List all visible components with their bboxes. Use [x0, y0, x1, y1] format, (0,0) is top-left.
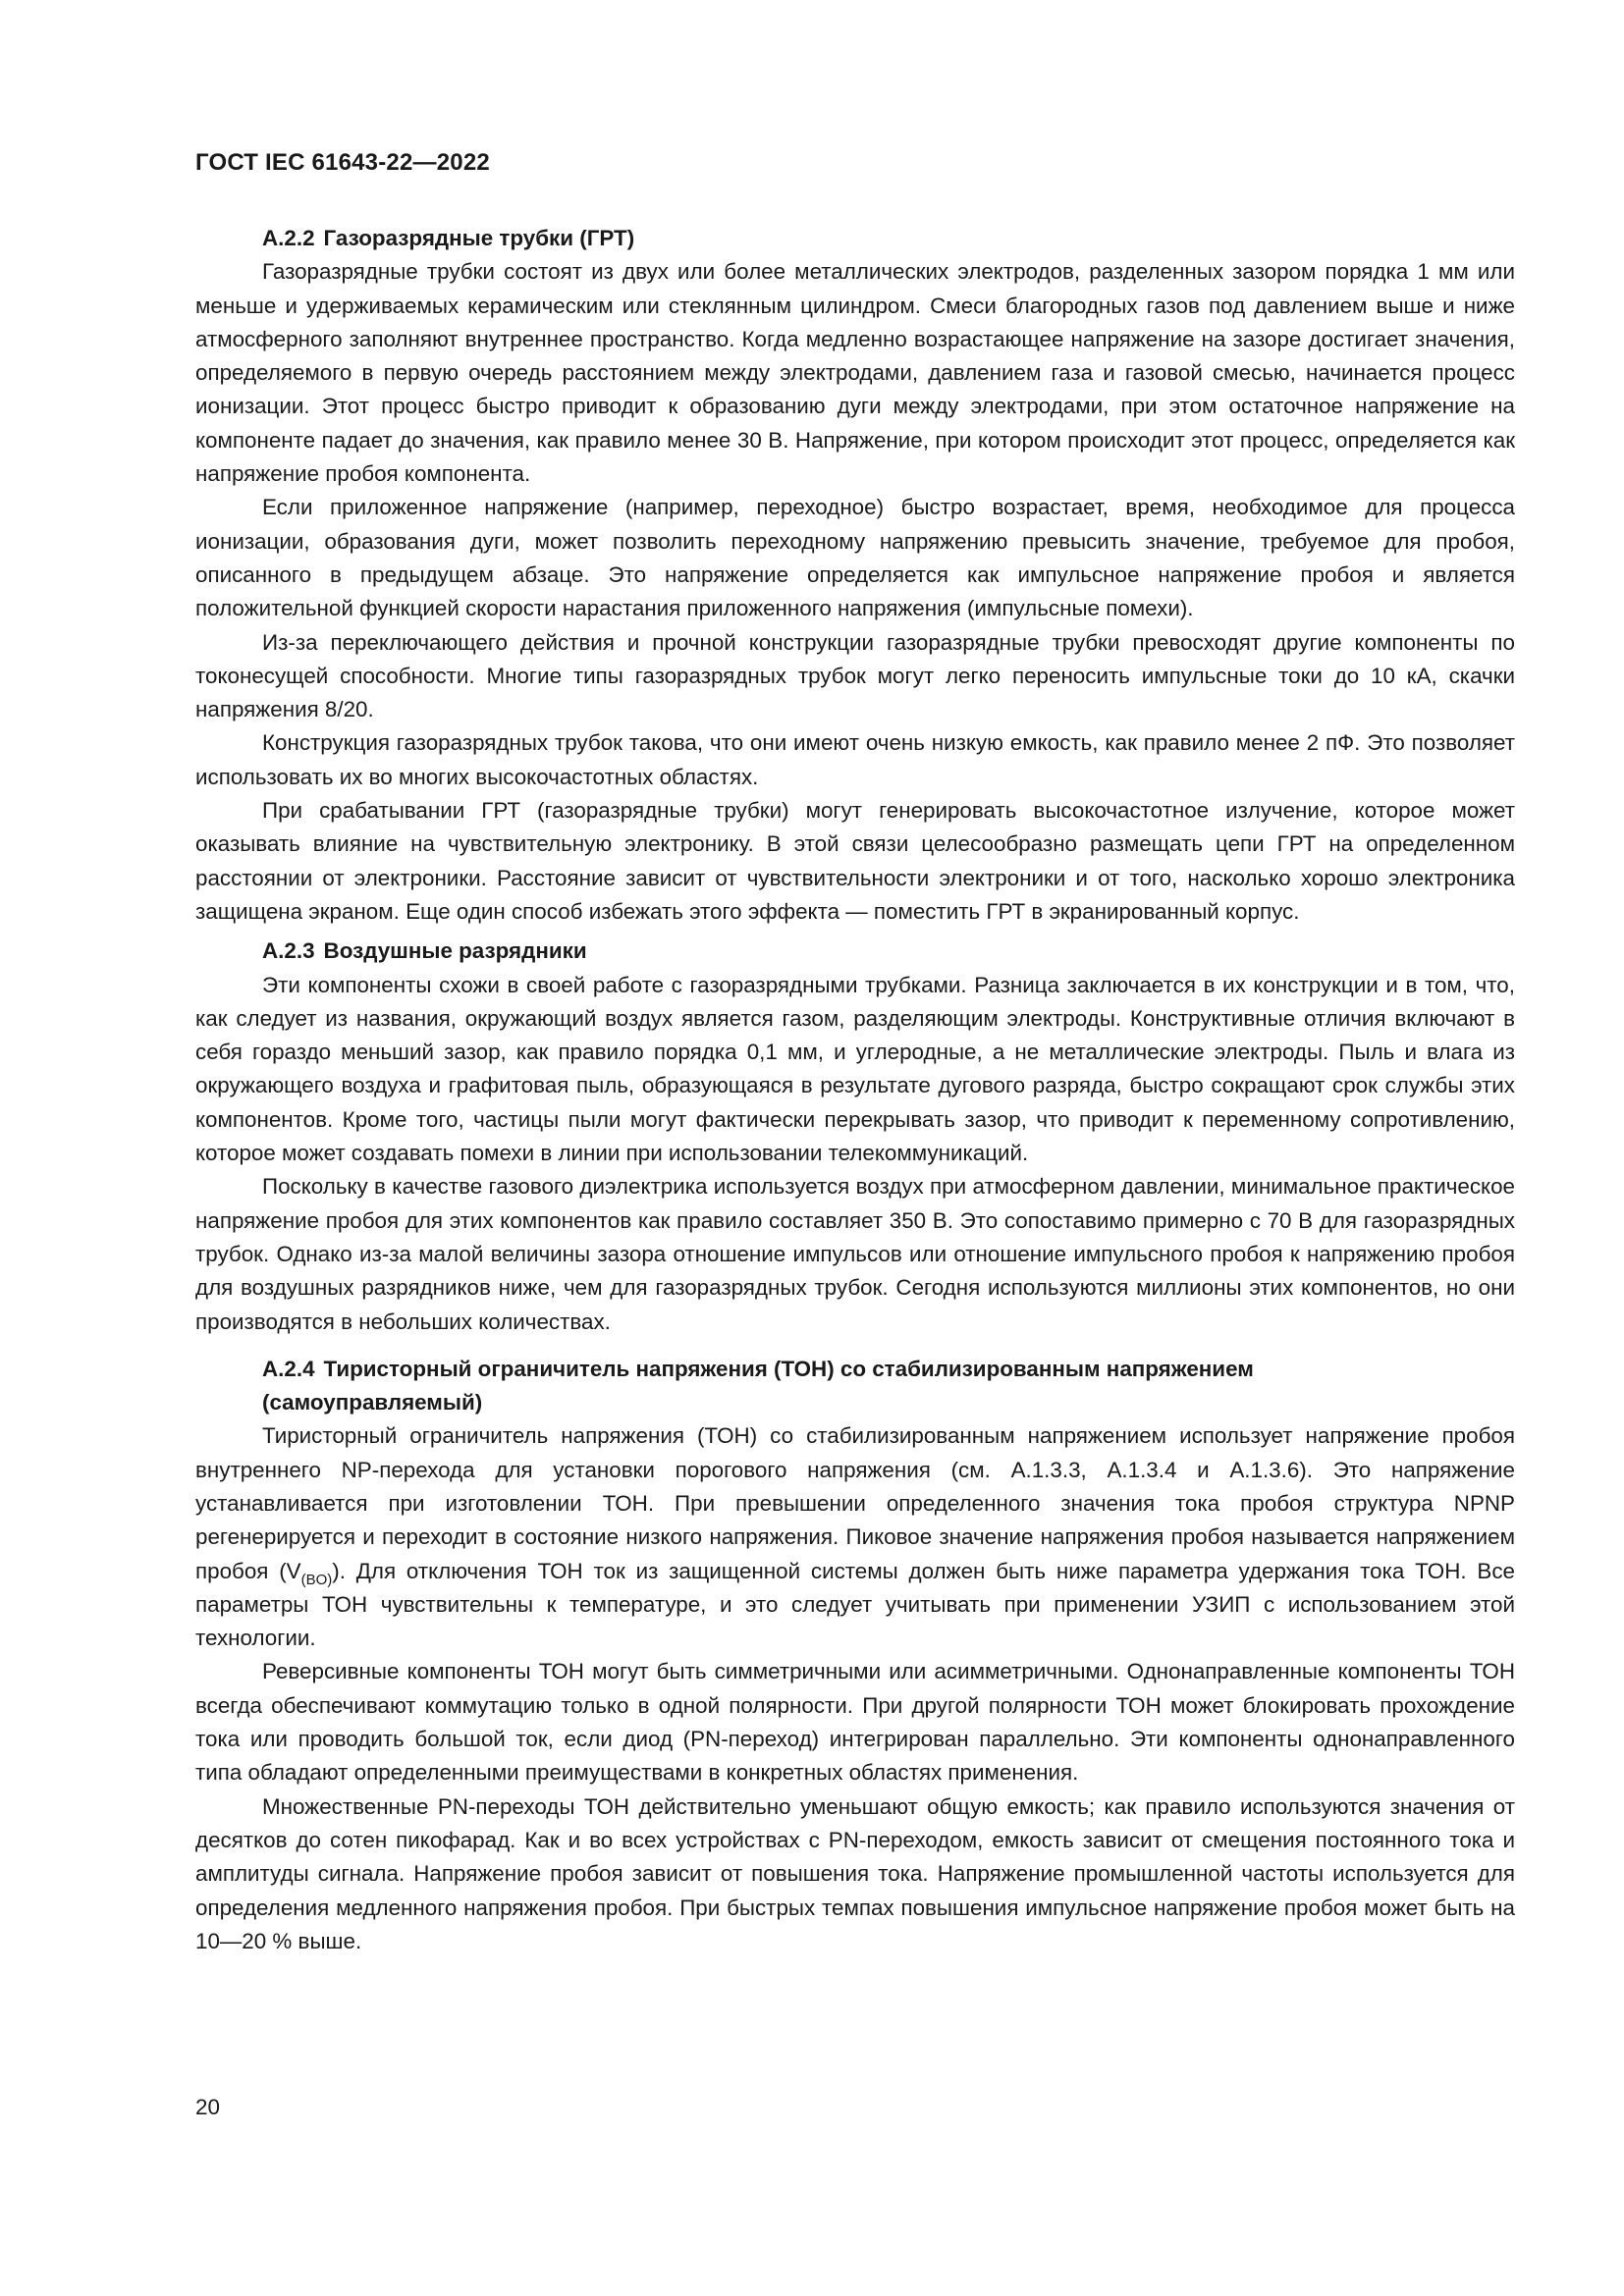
paragraph-text: Тиристорный ограничитель напряжения (ТОН) со стабилизированным напряжением использует напряжение пробоя внутреннего NP-перехода для установки порогового напряжения (см. А.1.3.3, А.1.3.4 и А.1.3.6). Это напряжение устанавливается при изготовлении ТОН. При превышении определенного значения тока пробоя структура NPNP регенерируется и переходит в состояние низкого напряжения. Пиковое значение напряжения пробоя называется напряжением пробоя (V	[195, 1423, 1515, 1583]
section-title: Газоразрядные трубки (ГРТ)	[323, 226, 635, 250]
paragraph: При срабатывании ГРТ (газоразрядные трубки) могут генерировать высокочастотное излучение, которое может оказывать влияние на чувствительную электронику. В этой связи целесообразно размещать цепи ГРТ на определенном расстоянии от электроники. Расстояние зависит от чувствительности электроники и от того, насколько хорошо электроника защищена экраном. Еще один способ избежать этого эффекта — поместить ГРТ в экранированный корпус.	[195, 798, 1515, 924]
section-title-line1: Тиристорный ограничитель напряжения (ТОН) со стабилизированным напряжением	[323, 1356, 1254, 1381]
document-body	[195, 222, 1515, 1958]
section-heading-a23	[195, 934, 1515, 968]
page-number: 20	[195, 2095, 220, 2119]
paragraph: Из-за переключающего действия и прочной конструкции газоразрядные трубки превосходят другие компоненты по токонесущей способности. Многие типы газоразрядных трубок могут легко переносить импульсные токи до 10 кА, скачки напряжения 8/20.	[195, 629, 1515, 722]
section-heading-a22	[195, 222, 1515, 255]
paragraph: Газоразрядные трубки состоят из двух или более металлических электродов, разделенных зазором порядка 1 мм или меньше и удерживаемых керамическим или стеклянным цилиндром. Смеси благородных газов под давлением выше и ниже атмосферного заполняют внутреннее пространство. Когда медленно возрастающее напряжение на зазоре достигает значения, определяемого в первую очередь расстоянием между электродами, давлением газа и газовой смесью, начинается процесс ионизации. Этот процесс быстро приводит к образованию дуги между электродами, при этом остаточное напряжение на компоненте падает до значения, как правило менее 30 В. Напряжение, при котором происходит этот процесс, определяется как напряжение пробоя компонента.	[195, 259, 1515, 487]
paragraph: Если приложенное напряжение (например, переходное) быстро возрастает, время, необходимое для процесса ионизации, образования дуги, может позволить переходному напряжению превысить значение, требуемое для пробоя, описанного в предыдущем абзаце. Это напряжение определяется как импульсное напряжение пробоя и является положительной функцией скорости нарастания приложенного напряжения (импульсные помехи).	[195, 495, 1515, 621]
section-title: Воздушные разрядники	[323, 938, 587, 964]
paragraph	[195, 1419, 1515, 1655]
section-number: А.2.4	[262, 1356, 315, 1381]
paragraph-text: ). Для отключения ТОН ток из защищенной системы должен быть ниже параметра удержания тока ТОН. Все параметры ТОН чувствительны к температуре, и это следует учитывать при применении УЗИП с использованием этой технологии.	[195, 1558, 1515, 1651]
paragraph: Конструкция газоразрядных трубок такова, что они имеют очень низкую емкость, как правило менее 2 пФ. Это позволяет использовать их во многих высокочастотных областях.	[195, 730, 1515, 789]
paragraph: Реверсивные компоненты ТОН могут быть симметричными или асимметричными. Однонаправленные компоненты ТОН всегда обеспечивают коммутацию только в одной полярности. При другой полярности ТОН может блокировать прохождение тока или проводить большой ток, если диод (PN-переход) интегрирован параллельно. Эти компоненты однонаправленного типа обладают определенными преимуществами в конкретных областях применения.	[195, 1659, 1515, 1786]
section-heading-a24	[195, 1353, 1515, 1420]
section-number: А.2.3	[262, 938, 315, 964]
paragraph: Множественные PN-переходы ТОН действительно уменьшают общую емкость; как правило используются значения от десятков до сотен пикофарад. Как и во всех устройствах с PN-переходом, емкость зависит от смещения постоянного тока и амплитуды сигнала. Напряжение пробоя зависит от повышения тока. Напряжение промышленной частоты используется для определения медленного напряжения пробоя. При быстрых темпах повышения импульсное напряжение пробоя может быть на 10—20 % выше.	[195, 1793, 1515, 1953]
subscript-bo: (BO)	[300, 1571, 333, 1588]
paragraph: Эти компоненты схожи в своей работе с газоразрядными трубками. Разница заключается в их конструкции и в том, что, как следует из названия, окружающий воздух является газом, разделяющим электроды. Конструктивные отличия включают в себя гораздо меньший зазор, как правило порядка 0,1 мм, и углеродные, а не металлические электроды. Пыль и влага из окружающего воздуха и графитовая пыль, образующаяся в результате дугового разряда, быстро сокращают срок службы этих компонентов. Кроме того, частицы пыли могут фактически перекрывать зазор, что приводит к переменному сопротивлению, которое может создавать помехи в линии при использовании телекоммуникаций.	[195, 972, 1515, 1166]
section-title-line2: (самоуправляемый)	[262, 1390, 483, 1415]
document-header: ГОСТ IEC 61643-22—2022	[195, 149, 490, 176]
section-number: А.2.2	[262, 226, 315, 250]
paragraph: Поскольку в качестве газового диэлектрика используется воздух при атмосферном давлении, минимальное практическое напряжение пробоя для этих компонентов как правило составляет 350 В. Это сопоставимо примерно с 70 В для газоразрядных трубок. Однако из-за малой величины зазора отношение импульсов или отношение импульсного пробоя к напряжению пробоя для воздушных разрядников ниже, чем для газоразрядных трубок. Сегодня используются миллионы этих компонентов, но они производятся в небольших количествах.	[195, 1174, 1515, 1334]
